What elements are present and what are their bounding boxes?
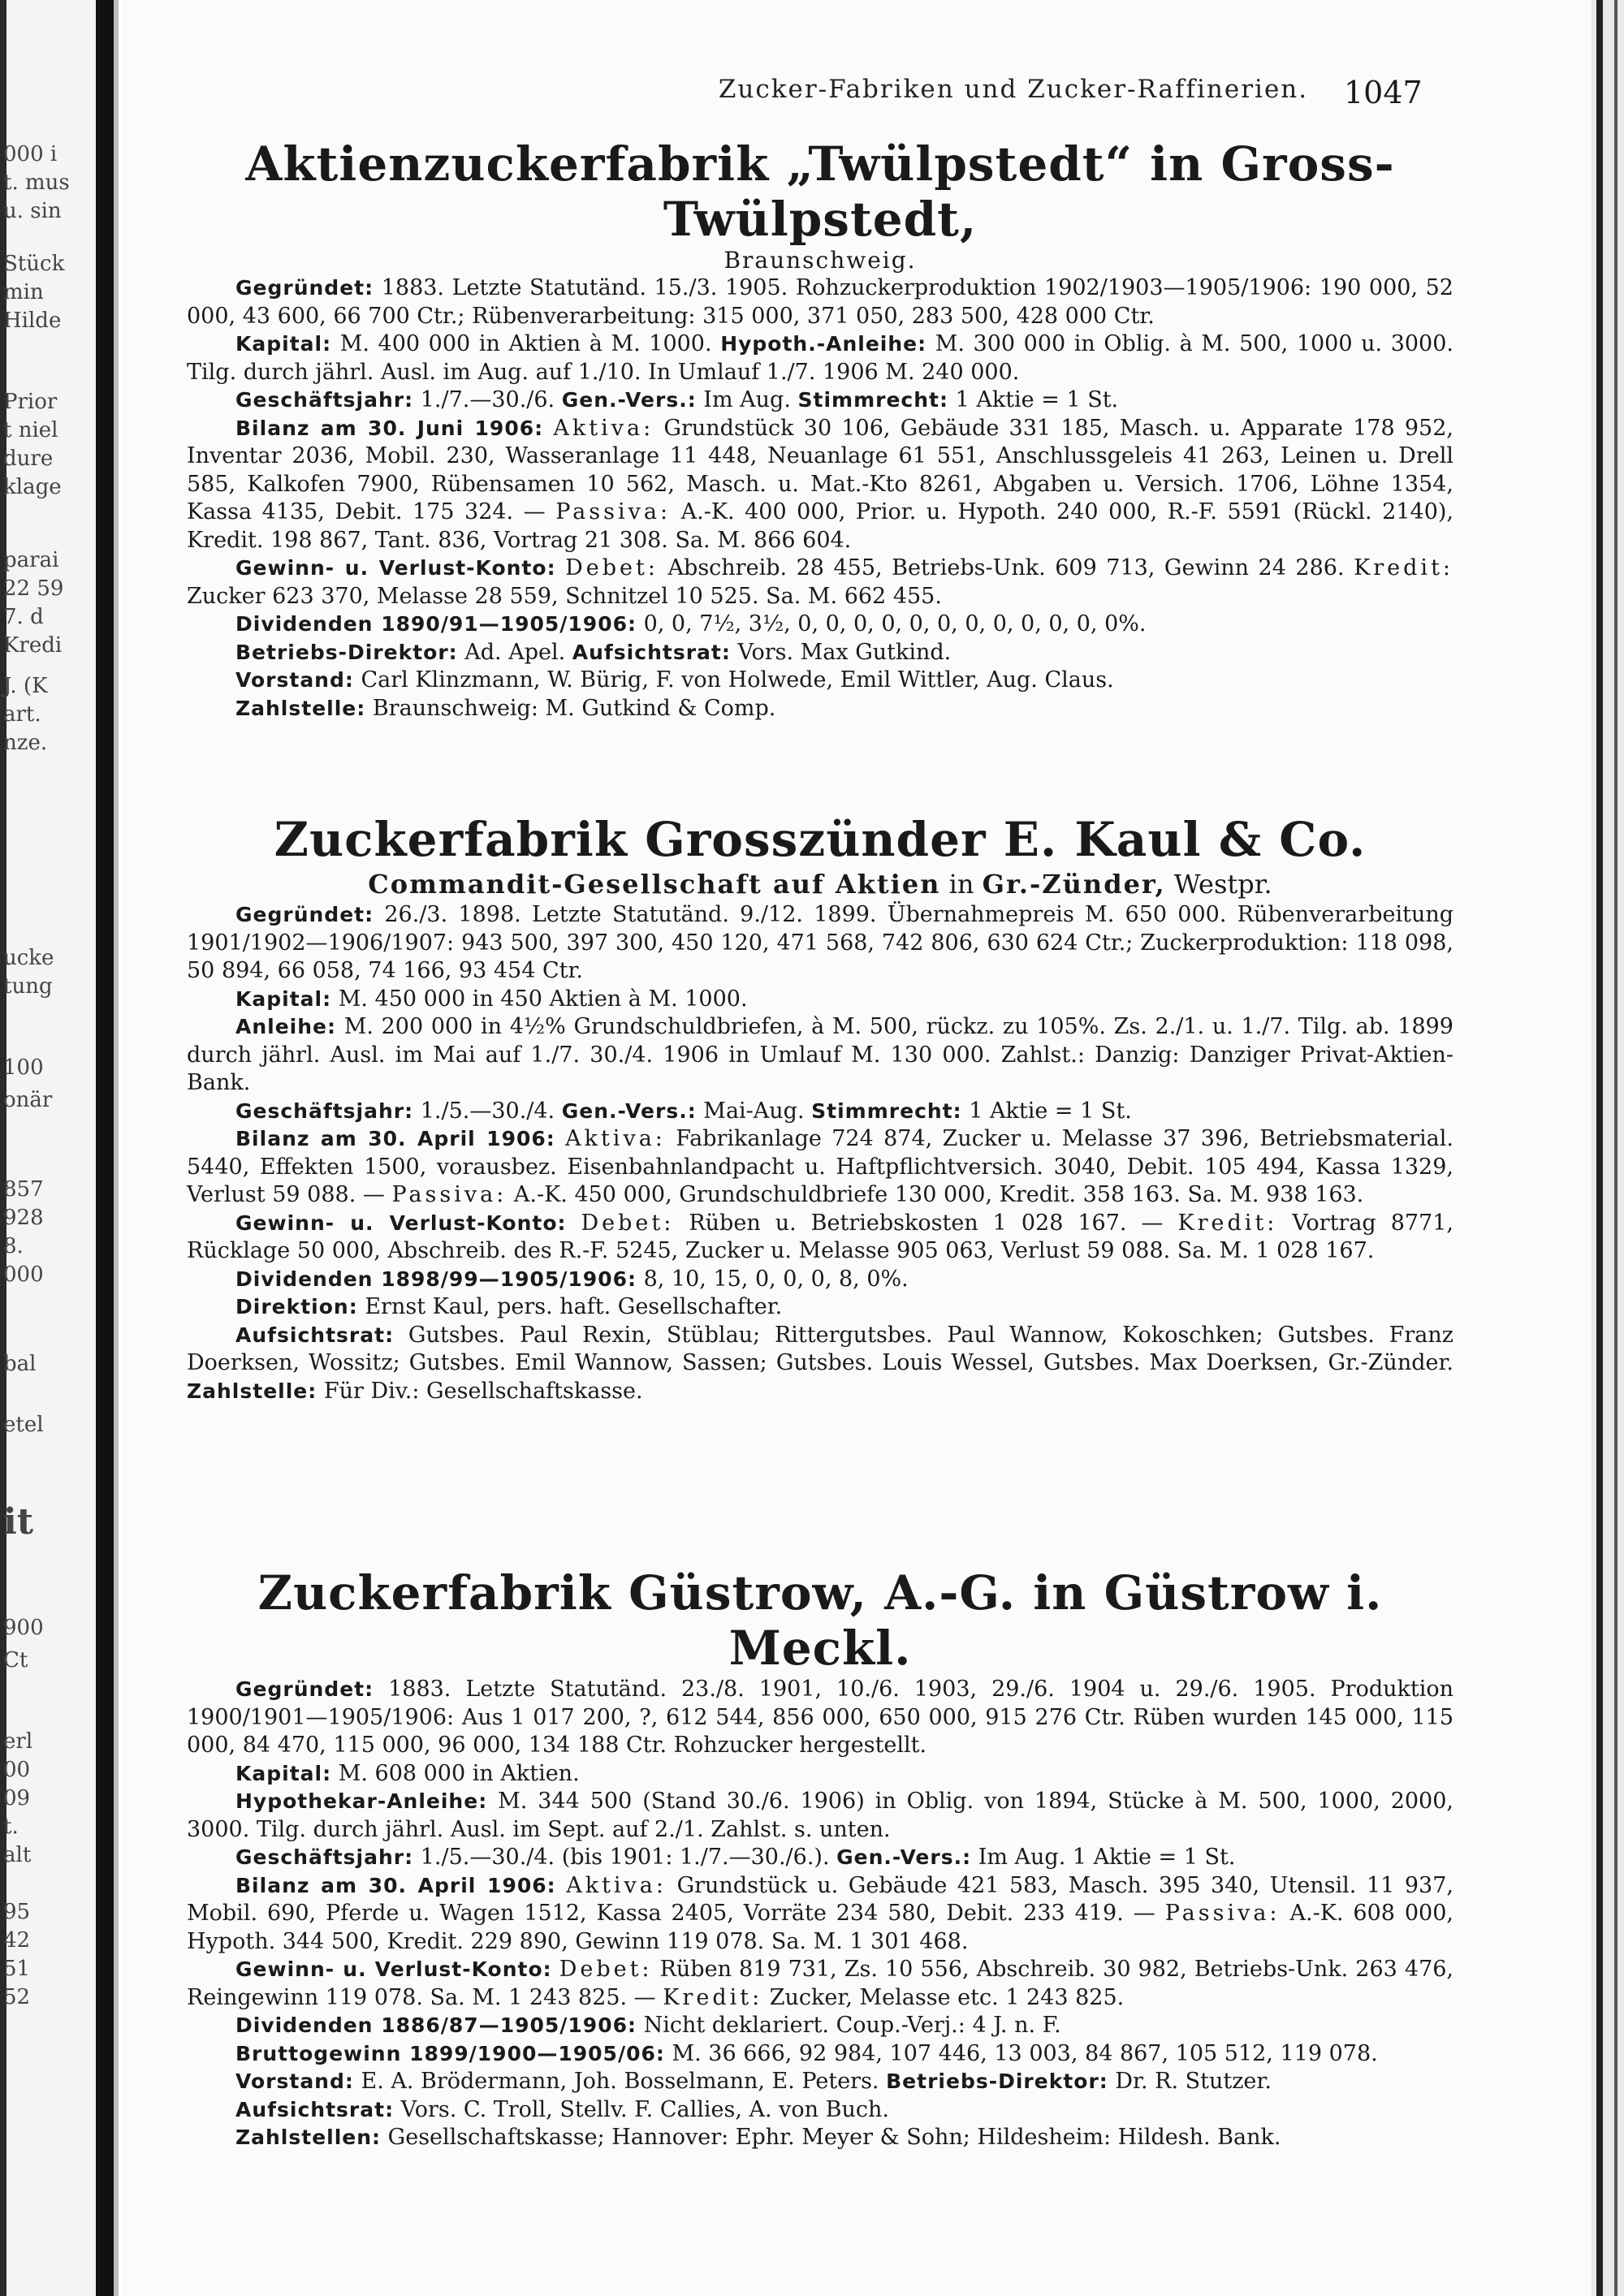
entry-paragraph: [187, 986, 1453, 1014]
field-text: M. 450 000 in 450 Aktien à M. 1000.: [338, 986, 748, 1012]
field-text: M. 344 500 (Stand 30./6. 1906) in Oblig. von 1894, Stücke à M. 500, 1000, 2000, 3000. Tilg. durch jährl. Ausl. im Sept. auf 2./1. Zahlst. s. unten.: [187, 1789, 1453, 1842]
field-label: Gen.-Vers.:: [561, 1098, 697, 1123]
adjacent-page-fragment: parai: [3, 548, 59, 572]
adjacent-page-fragment: Stück: [3, 252, 65, 276]
adjacent-page-fragment: Hilde: [3, 309, 62, 333]
field-text: M. 608 000 in Aktien.: [338, 1760, 580, 1786]
account-side-label: Aktiva:: [553, 415, 654, 441]
adjacent-page-fragment: dure: [3, 447, 54, 471]
entry-paragraph: [187, 2012, 1453, 2040]
field-text: M. 300 000 in Oblig. à M. 500, 1000 u. 3000. Tilg. durch jährl. Ausl. im Aug. auf 1./10. In Umlauf 1./7. 1906 M. 240 000.: [187, 331, 1453, 385]
field-text: Gesellschaftskasse; Hannover: Ephr. Meyer & Sohn; Hildesheim: Hildesh. Bank.: [387, 2125, 1281, 2150]
field-label: Kapital:: [235, 1761, 332, 1785]
adjacent-page-fragment: t.: [3, 1815, 19, 1839]
field-text: Braunschweig: M. Gutkind & Comp.: [372, 695, 776, 721]
field-label: Stimmrecht:: [797, 388, 948, 412]
entry-body: [187, 274, 1453, 723]
entry-paragraph: [187, 1760, 1453, 1789]
field-text: A.-K. 400 000, Prior. u. Hypoth. 240 000, R.-F. 5591 (Rückl. 2140), Kredit. 198 867, Tant. 836, Vortrag 21 308. Sa. M. 866 604.: [187, 499, 1453, 553]
adjacent-page-fragment: 51: [3, 1957, 31, 1981]
field-text: Dr. R. Stutzer.: [1115, 2069, 1272, 2094]
adjacent-page-fragment: 000: [3, 1262, 44, 1287]
adjacent-page-fragment: klage: [3, 475, 62, 499]
field-text: Nicht deklariert. Coup.-Verj.: 4 J. n. F.: [643, 2013, 1061, 2038]
entry-paragraph: [187, 1013, 1453, 1098]
entry-location: Braunschweig.: [723, 247, 917, 274]
book-page: [122, 0, 1592, 2296]
field-label: Gewinn- u. Verlust-Konto:: [235, 1211, 567, 1235]
entry-paragraph: [187, 1844, 1453, 1872]
account-side-label: Debet:: [581, 1210, 675, 1236]
adjacent-page-fragment: 42: [3, 1928, 31, 1953]
account-side-label: Kredit:: [1354, 555, 1454, 580]
field-text: Ernst Kaul, pers. haft. Gesellschafter.: [365, 1294, 783, 1319]
adjacent-page-fragment: J. (K: [3, 674, 48, 698]
adjacent-page-fragment: 09: [3, 1786, 31, 1810]
entry-paragraph: [187, 2124, 1453, 2152]
company-region: Westpr.: [1173, 869, 1272, 900]
field-label: Vorstand:: [235, 668, 354, 692]
gutter-edge: [114, 0, 119, 2296]
account-side-label: Kredit:: [1177, 1210, 1278, 1236]
adjacent-page-fragment: Prior: [3, 390, 58, 414]
field-text: Fabrikanlage 724 874, Zucker u. Melasse 37 396, Betriebsmaterial. 5440, Effekten 1500, vorausbez. Eisenbahnlandpacht u. Haftpflichtversich. 3040, Debit. 105 494, Kassa 1329, Verlust 59 088. —: [187, 1126, 1453, 1207]
page-right-shadow: [1596, 0, 1603, 2296]
entry-paragraph: [187, 1125, 1453, 1210]
field-label: Kapital:: [235, 986, 332, 1011]
entry-paragraph: [187, 1788, 1453, 1844]
field-label: Direktion:: [235, 1295, 358, 1318]
field-text: Mai-Aug.: [703, 1098, 805, 1124]
field-label: Gegründet:: [235, 1677, 374, 1701]
field-label: Hypothekar-Anleihe:: [235, 1789, 488, 1813]
entry-twuelpstedt: [187, 136, 1453, 723]
field-label: Betriebs-Direktor:: [886, 2069, 1108, 2093]
field-label: Geschäftsjahr:: [235, 388, 414, 412]
entry-body: [187, 1676, 1453, 2152]
entry-paragraph: [187, 667, 1453, 695]
adjacent-page-fragment: 8.: [3, 1234, 24, 1258]
account-side-label: Debet:: [559, 1957, 653, 1982]
field-label: Hypoth.-Anleihe:: [720, 332, 927, 356]
adjacent-page-fragment: 95: [3, 1900, 31, 1924]
account-side-label: Aktiva:: [566, 1872, 667, 1898]
field-text: Grundstück 30 106, Gebäude 331 185, Masch. u. Apparate 178 952, Inventar 2036, Mobil. 230, Wasseranlage 11 448, Neuanlage 61 551, Anschlussgeleis 41 263, Leinen u. Drell 585, Kalkofen 7900, Rübensamen 10 562, Masch. u. Mat.-Kto 8261, Abgaben u. Versich. 1706, Löhne 1354, Kassa 4135, Debit. 175 324. —: [187, 415, 1453, 524]
field-label: Bilanz am 30. April 1906:: [235, 1873, 556, 1897]
running-head: Zucker-Fabriken und Zucker-Raffinerien.: [718, 75, 1309, 104]
entry-grosszuender: [187, 812, 1453, 1405]
entry-paragraph: [187, 639, 1453, 667]
adjacent-page-fragment: 22 59: [3, 576, 64, 601]
entry-paragraph: [187, 1322, 1453, 1406]
entry-paragraph: [187, 1266, 1453, 1294]
field-label: Zahlstelle:: [187, 1379, 317, 1403]
field-text: 1./5.—30./4. (bis 1901: 1./7.—30./6.).: [420, 1845, 830, 1870]
field-label: Gen.-Vers.:: [836, 1845, 972, 1869]
adjacent-page-fragment: 52: [3, 1985, 31, 2009]
field-label: Gewinn- u. Verlust-Konto:: [235, 1957, 552, 1981]
account-side-label: Debet:: [565, 555, 659, 580]
field-text: Zucker, Melasse etc. 1 243 825.: [769, 1984, 1125, 2010]
field-text: A.-K. 608 000, Hypoth. 344 500, Kredit. 229 890, Gewinn 119 078. Sa. M. 1 301 468.: [187, 1901, 1453, 1954]
field-text: Rüben 819 731, Zs. 10 556, Abschreib. 30 982, Betriebs-Unk. 263 476, Reingewinn 119 078. Sa. M. 1 243 825. —: [187, 1957, 1454, 2010]
entry-paragraph: [187, 1676, 1453, 1760]
adjacent-page-fragment: onär: [3, 1088, 53, 1112]
adjacent-page-fragment: 857: [3, 1177, 44, 1202]
entry-paragraph: [187, 415, 1453, 555]
field-label: Vorstand:: [235, 2069, 354, 2093]
company-location: Gr.-Zünder,: [982, 869, 1166, 900]
field-text: Für Div.: Gesellschaftskasse.: [323, 1378, 643, 1404]
field-label: Aufsichtsrat:: [235, 2097, 395, 2121]
field-text: Im Aug. 1 Aktie = 1 St.: [978, 1845, 1236, 1870]
field-text: 1883. Letzte Statutänd. 23./8. 1901, 10./6. 1903, 29./6. 1904 u. 29./6. 1905. Produktion 1900/1901—1905/1906: Aus 1 017 200, ?, 612 544, 856 000, 650 000, 915 276 Ctr. Rüben wurden 145 000, 115 000, 84 470, 115 000, 96 000, 134 188 Ctr. Rohzucker hergestellt.: [187, 1677, 1453, 1758]
account-side-label: Passiva:: [555, 499, 672, 524]
field-text: 1 Aktie = 1 St.: [955, 387, 1119, 412]
field-text: Abschreib. 28 455, Betriebs-Unk. 609 713, Gewinn 24 286.: [667, 555, 1345, 580]
entry-title: Zuckerfabrik Güstrow, A.-G. in Güstrow i. Meckl.: [257, 1565, 1383, 1676]
entry-paragraph: [187, 2040, 1453, 2069]
field-text: Carl Klinzmann, W. Bürig, F. von Holwede, Emil Wittler, Aug. Claus.: [361, 667, 1114, 693]
field-label: Betriebs-Direktor:: [235, 640, 458, 664]
field-label: Zahlstellen:: [235, 2126, 382, 2149]
field-text: M. 200 000 in 4½% Grundschuldbriefen, à M. 500, rückz. zu 105%. Zs. 2./1. u. 1./7. Tilg. ab. 1899 durch jährl. Ausl. im Mai auf 1./7. 30./4. 1906 in Umlauf M. 130 000. Zahlst.: Danzig: Danziger Privat-Aktien-Bank.: [187, 1014, 1453, 1095]
adjacent-page-fragment: 7. d: [3, 605, 44, 629]
adjacent-page-fragment: erl: [3, 1729, 33, 1754]
adjacent-page-fragment: it: [3, 1501, 34, 1543]
entry-title: Aktienzuckerfabrik „Twülpstedt“ in Gross-Twülpstedt,: [245, 136, 1395, 247]
entry-paragraph: [187, 274, 1453, 330]
adjacent-page-fragment: Ct: [3, 1648, 28, 1672]
field-text: Vors. Max Gutkind.: [737, 639, 952, 665]
field-text: M. 400 000 in Aktien à M. 1000.: [339, 331, 712, 356]
entry-paragraph: [187, 386, 1453, 415]
entry-paragraph: [187, 555, 1453, 611]
field-text: 1883. Letzte Statutänd. 15./3. 1905. Rohzuckerproduktion 1902/1903—1905/1906: 190 000, 52 000, 43 600, 66 700 Ctr.; Rübenverarbeitung: 315 000, 371 050, 283 500, 428 000 Ctr.: [187, 275, 1453, 329]
page-right-shadow-2: [1614, 0, 1618, 2296]
field-label: Dividenden 1886/87—1905/1906:: [235, 2013, 637, 2037]
field-label: Dividenden 1898/99—1905/1906:: [235, 1267, 637, 1291]
field-text: Rüben u. Betriebskosten 1 028 167. —: [689, 1210, 1164, 1236]
adjacent-page-fragment: 100: [3, 1055, 44, 1080]
field-text: A.-K. 450 000, Grundschuldbriefe 130 000, Kredit. 358 163. Sa. M. 938 163.: [513, 1182, 1364, 1207]
adjacent-page-fragment: ucke: [3, 946, 54, 970]
adjacent-page-fragment: Kredi: [3, 633, 63, 658]
field-text: Vors. C. Troll, Stellv. F. Callies, A. von Buch.: [400, 2096, 889, 2122]
field-label: Gegründet:: [235, 903, 374, 926]
field-text: 0, 0, 7½, 3½, 0, 0, 0, 0, 0, 0, 0, 0, 0, 0, 0, 0%.: [643, 611, 1147, 637]
field-label: Anleihe:: [235, 1015, 336, 1038]
entry-paragraph: [187, 1872, 1453, 1957]
adjacent-page-fragment: min: [3, 280, 44, 304]
adjacent-page-fragment: bal: [3, 1352, 37, 1376]
field-text: E. A. Brödermann, Joh. Bosselmann, E. Peters.: [361, 2069, 879, 2094]
adjacent-page-fragment: t niel: [3, 418, 58, 442]
adjacent-page-fragment: u. sin: [3, 199, 62, 223]
adjacent-page-fragment: art.: [3, 702, 41, 727]
entry-title: Zuckerfabrik Grosszünder E. Kaul & Co.: [274, 812, 1367, 867]
entry-paragraph: [187, 1098, 1453, 1126]
field-text: Vortrag 8771, Rücklage 50 000, Abschreib. des R.-F. 5245, Zucker u. Melasse 905 063, Verlust 59 088. Sa. M. 1 028 167.: [187, 1210, 1453, 1263]
account-side-label: Aktiva:: [565, 1126, 666, 1151]
field-label: Gewinn- u. Verlust-Konto:: [235, 556, 556, 580]
adjacent-page-fragment: t. mus: [3, 170, 70, 195]
field-label: Zahlstelle:: [235, 696, 366, 720]
account-side-label: Kredit:: [663, 1984, 763, 2010]
field-label: Geschäftsjahr:: [235, 1098, 414, 1123]
adjacent-page-fragment: alt: [3, 1843, 32, 1867]
account-side-label: Passiva:: [1164, 1901, 1281, 1926]
entry-body: [187, 901, 1453, 1405]
entry-paragraph: [187, 901, 1453, 986]
adjacent-page-strip: [3, 0, 96, 2296]
field-label: Gegründet:: [235, 276, 374, 300]
field-text: 1./7.—30./6.: [420, 387, 555, 412]
field-label: Aufsichtsrat:: [235, 1323, 395, 1347]
adjacent-page-fragment: 000 i: [3, 142, 58, 166]
gutter-shadow: [96, 0, 114, 2296]
entry-paragraph: [187, 611, 1453, 639]
field-label: Kapital:: [235, 332, 332, 356]
field-text: 26./3. 1898. Letzte Statutänd. 9./12. 1899. Übernahmepreis M. 650 000. Rübenverarbeitung 1901/1902—1906/1907: 943 500, 397 300, 450 120, 471 568, 742 806, 630 624 Ctr.; Zuckerproduktion: 118 098, 50 894, 66 058, 74 166, 93 454 Ctr.: [187, 902, 1454, 983]
adjacent-page-fragment: 928: [3, 1206, 44, 1230]
adjacent-page-fragment: nze.: [3, 731, 48, 755]
entry-guestrow: [187, 1565, 1453, 2152]
entry-company-form: [187, 867, 1453, 901]
account-side-label: Passiva:: [391, 1182, 508, 1207]
field-label: Gen.-Vers.:: [561, 388, 697, 412]
entry-paragraph: [187, 330, 1453, 386]
entry-paragraph: [187, 1293, 1453, 1322]
entry-paragraph: [187, 1956, 1453, 2012]
field-label: Geschäftsjahr:: [235, 1845, 414, 1869]
field-text: 1 Aktie = 1 St.: [969, 1098, 1132, 1124]
field-text: Ad. Apel.: [464, 639, 566, 665]
field-text: Zucker 623 370, Melasse 28 559, Schnitzel 10 525. Sa. M. 662 455.: [187, 583, 942, 609]
field-label: Bilanz am 30. April 1906:: [235, 1127, 555, 1150]
page-number: 1047: [1344, 75, 1423, 110]
field-text: 8, 10, 15, 0, 0, 0, 8, 0%.: [643, 1266, 909, 1292]
entry-paragraph: [187, 695, 1453, 723]
company-form: Commandit-Gesellschaft auf Aktien: [368, 869, 941, 900]
field-label: Stimmrecht:: [811, 1098, 962, 1123]
entry-paragraph: [187, 1210, 1453, 1266]
field-label: Aufsichtsrat:: [572, 640, 731, 664]
field-text: M. 36 666, 92 984, 107 446, 13 003, 84 867, 105 512, 119 078.: [672, 2040, 1378, 2066]
field-label: Dividenden 1890/91—1905/1906:: [235, 612, 637, 636]
field-label: Bruttogewinn 1899/1900—1905/06:: [235, 2041, 665, 2065]
entry-paragraph: [187, 2096, 1453, 2125]
entry-paragraph: [187, 2068, 1453, 2096]
adjacent-page-fragment: tung: [3, 974, 53, 999]
adjacent-page-fragment: 00: [3, 1758, 31, 1782]
field-text: Grundstück u. Gebäude 421 583, Masch. 395 340, Utensil. 11 937, Mobil. 690, Pferde u. Wagen 1512, Kassa 2405, Vorräte 234 580, Debit. 233 419. —: [187, 1872, 1453, 1926]
adjacent-page-fragment: 900: [3, 1616, 44, 1640]
company-form-connector: in: [948, 869, 974, 900]
field-text: Im Aug.: [703, 387, 791, 412]
field-label: Bilanz am 30. Juni 1906:: [235, 416, 544, 440]
field-text: Gutsbes. Paul Rexin, Stüblau; Rittergutsbes. Paul Wannow, Kokoschken; Gutsbes. Franz Doerksen, Wossitz; Gutsbes. Emil Wannow, Sassen; Gutsbes. Louis Wessel, Gutsbes. Max Doerksen, Gr.-Zünder.: [187, 1322, 1453, 1375]
field-text: 1./5.—30./4.: [420, 1098, 555, 1124]
adjacent-page-fragment: etel: [3, 1413, 44, 1437]
